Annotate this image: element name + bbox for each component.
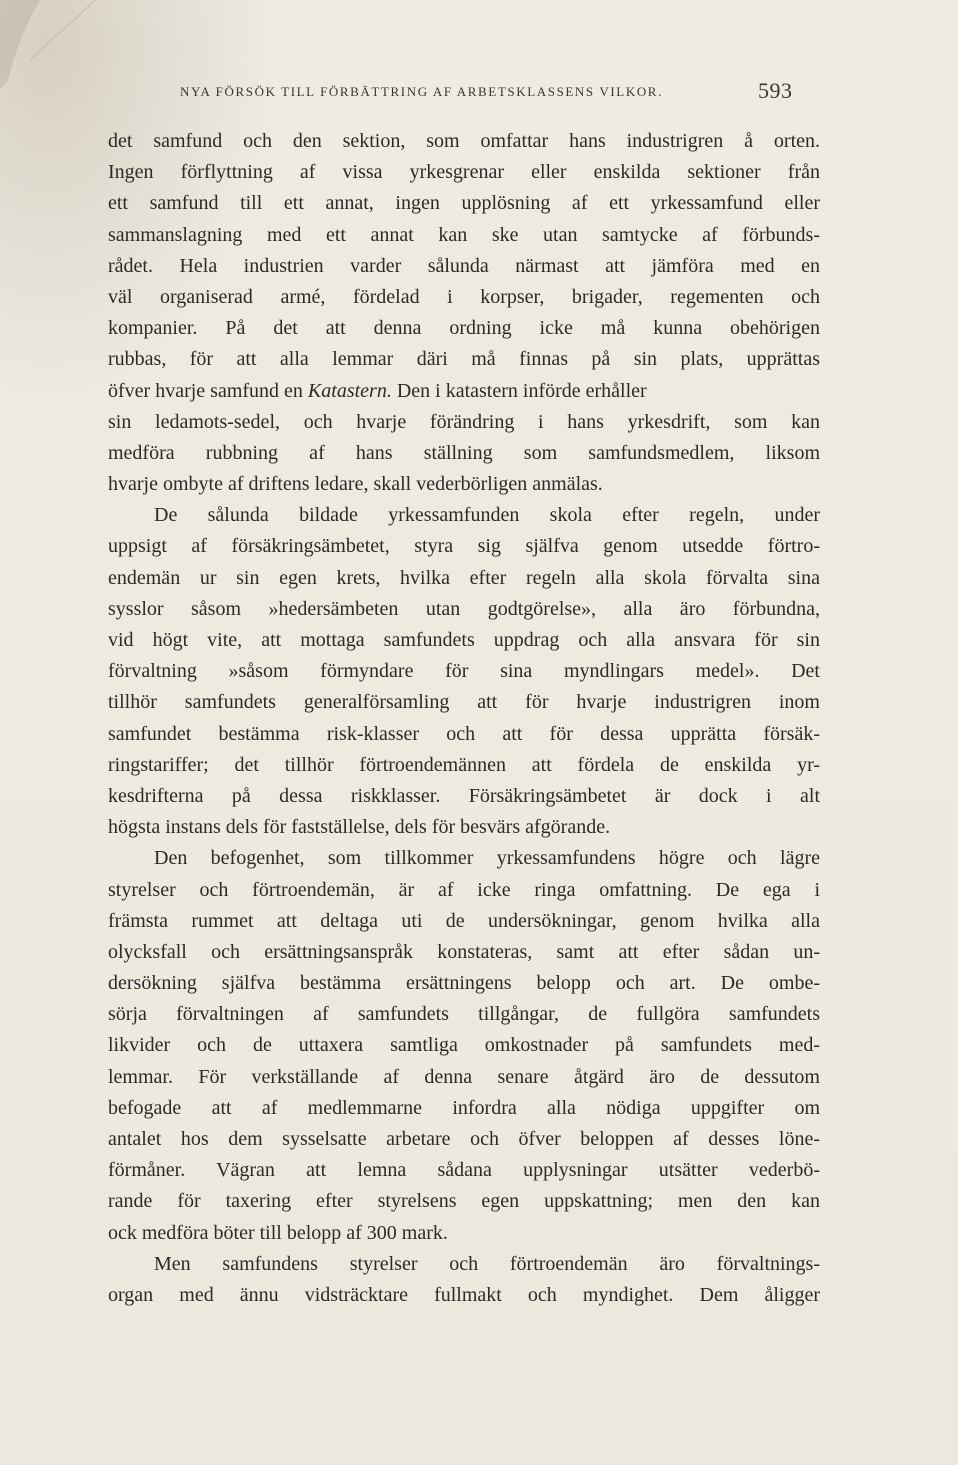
text-line: befogade att af medlemmarne infordra alla nödiga uppgifter om <box>108 1096 820 1119</box>
text-segment: Den i katastern införde erhåller <box>391 379 647 402</box>
text-line: olycksfall och ersättningsanspråk konstateras, samt att efter sådan un- <box>108 940 820 963</box>
text-line: kompanier. På det att denna ordning icke må kunna obehörigen <box>108 317 820 340</box>
paragraph-start: De sålunda bildade yrkessamfunden skola efter regeln, under <box>154 504 820 527</box>
text-line: sammanslagning med ett annat kan ske utan samtycke af förbunds- <box>108 223 820 246</box>
text-line: lemmar. För verkställande af denna senare åtgärd äro de dessutom <box>108 1065 820 1088</box>
text-line: medföra rubbning af hans ställning som samfundsmedlem, liksom <box>108 441 820 464</box>
text-line: förvaltning »såsom förmyndare för sina myndlingars medel». Det <box>108 660 820 683</box>
paragraph-start: Men samfundens styrelser och förtroendemän äro förvaltnings- <box>154 1252 820 1275</box>
text-line <box>108 376 820 407</box>
text-line: rande för taxering efter styrelsens egen uppskattning; men den kan <box>108 1190 820 1213</box>
text-line: dersökning själfva bestämma ersättningens belopp och art. De ombe- <box>108 972 820 995</box>
text-line: hvarje ombyte af driftens ledare, skall vederbörligen anmälas. <box>108 473 603 496</box>
text-line: antalet hos dem sysselsatte arbetare och öfver beloppen af desses löne- <box>108 1128 820 1150</box>
text-line: väl organiserad armé, fördelad i korpser, brigader, regementen och <box>108 285 820 308</box>
text-line: kesdrifterna på dessa riskklasser. Försäkringsämbetet är dock i alt <box>108 784 820 807</box>
text-line: sin ledamots-sedel, och hvarje förändring i hans yrkesdrift, som kan <box>108 410 820 433</box>
page-number: 593 <box>758 78 793 103</box>
text-line: högsta instans dels för fastställelse, dels för besvärs afgörande. <box>108 816 611 839</box>
text-line: ock medföra böter till belopp af 300 mark. <box>108 1221 448 1244</box>
text-segment: öfver hvarje samfund en <box>108 379 303 402</box>
text-line: samfundet bestämma risk-klasser och att för dessa upprätta försäk- <box>108 722 820 745</box>
text-line: endemän ur sin egen krets, hvilka efter regeln alla skola förvalta sina <box>108 566 820 589</box>
text-line: rådet. Hela industrien varder sålunda närmast att jämföra med en <box>108 254 820 277</box>
running-title: NYA FÖRSÖK TILL FÖRBÄTTRING AF ARBETSKLASSENS VILKOR. <box>180 84 663 99</box>
text-line: förmåner. Vägran att lemna sådana upplysningar utsätter vederbö- <box>108 1159 820 1182</box>
text-line: rubbas, för att alla lemmar däri må finnas på sin plats, upprättas <box>108 348 820 371</box>
text-line: vid högt vite, att mottaga samfundets uppdrag och alla ansvara för sin <box>108 629 820 651</box>
text-line: likvider och de uttaxera samtliga omkostnader på samfundets med- <box>108 1034 820 1057</box>
emphasis-katastern: Katastern. <box>307 379 392 402</box>
text-line: sysslor såsom »hedersämbeten utan godtgörelse», alla äro förbundna, <box>108 597 820 620</box>
text-line: organ med ännu vidsträcktare fullmakt och myndighet. Dem åligger <box>108 1283 820 1306</box>
text-line: uppsigt af försäkringsämbetet, styra sig själfva genom utsedde förtro- <box>108 535 820 558</box>
text-line: sörja förvaltningen af samfundets tillgångar, de fullgöra samfundets <box>108 1003 820 1026</box>
paragraph-start: Den befogenhet, som tillkommer yrkessamfundens högre och lägre <box>154 847 820 870</box>
text-line: tillhör samfundets generalförsamling att för hvarje industrigren inom <box>108 691 820 714</box>
body-text <box>108 126 820 1311</box>
text-line: Ingen förflyttning af vissa yrkesgrenar eller enskilda sektioner från <box>108 161 820 184</box>
text-line: ett samfund till ett annat, ingen upplösning af ett yrkessamfund eller <box>108 192 820 215</box>
text-line: främsta rummet att deltaga uti de undersökningar, genom hvilka alla <box>108 909 820 932</box>
page-corner-stain <box>0 0 120 120</box>
text-line: styrelser och förtroendemän, är af icke ringa omfattning. De ega i <box>108 878 820 901</box>
text-line: det samfund och den sektion, som omfattar hans industrigren å orten. <box>108 130 820 152</box>
text-line: ringstariffer; det tillhör förtroendemännen att fördela de enskilda yr- <box>108 753 820 776</box>
